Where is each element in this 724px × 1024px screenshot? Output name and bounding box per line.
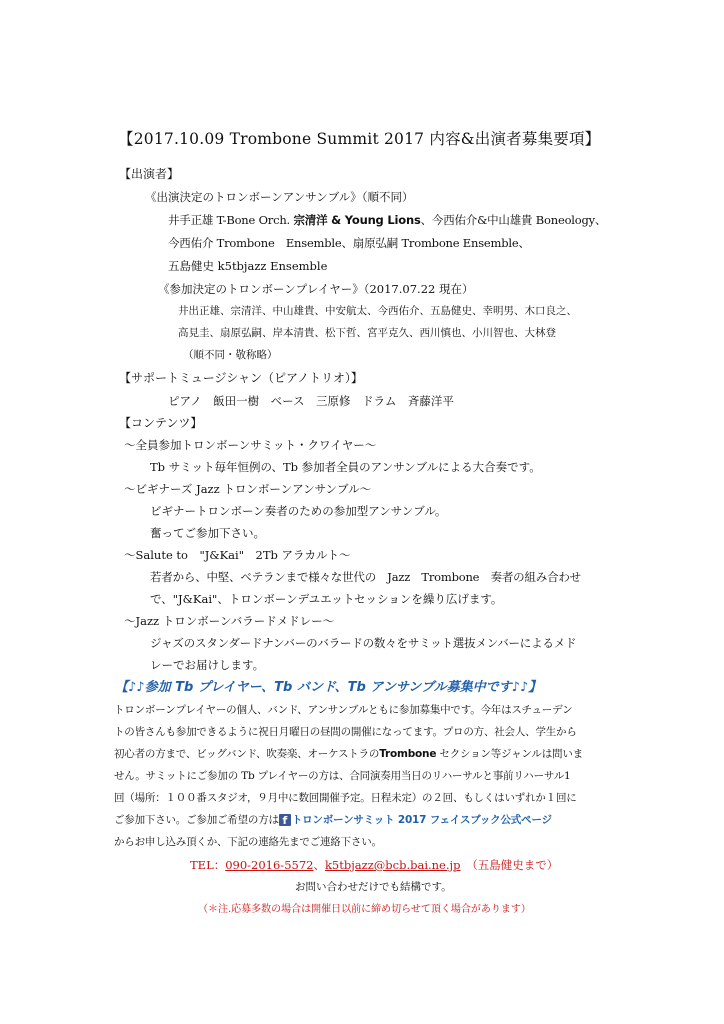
tel-label: TEL： xyxy=(190,858,226,872)
support-members: ピアノ 飯田一樹 ベース 三原修 ドラム 斉藤洋平 xyxy=(168,394,454,408)
content-item-4-desc-2: レーでお届けします。 xyxy=(150,658,265,672)
contact-separator: 、 xyxy=(313,858,325,872)
inquiry-note: お問い合わせだけでも結構です。 xyxy=(295,881,452,893)
recruit-p6-text: ご参加下さい。ご参加ご希望の方は xyxy=(114,814,279,826)
recruit-p3-text-a: 初心者の方まで、ビッグバンド、吹奏楽、オーケストラの xyxy=(114,748,380,760)
contact-line xyxy=(190,858,558,873)
ensemble-ide: 井手正雄 T-Bone Orch. xyxy=(168,213,290,227)
content-item-4-desc-1: ジャズのスタンダードナンバーのバラードの数々をサミット選抜メンバーによるメド xyxy=(150,636,577,650)
players-line-2: 高見圭、扇原弘嗣、岸本清貴、松下哲、宮平克久、西川慎也、小川智也、大林登 xyxy=(178,327,556,339)
content-item-2-title: ～ビギナーズ Jazz トロンボーンアンサンブル～ xyxy=(124,482,372,496)
ensembles-line-2: 今西佑介 Trombone Ensemble、扇原弘嗣 Trombone Ensemble、 xyxy=(168,236,530,250)
page-title: 【2017.10.09 Trombone Summit 2017 内容&出演者募集要項】 xyxy=(118,130,601,148)
ensembles-heading: 《出演決定のトロンボーンアンサンブル》（順不同） xyxy=(145,190,414,204)
content-item-2-desc-2: 奮ってご参加下さい。 xyxy=(150,526,265,540)
players-line-3: （順不同・敬称略） xyxy=(183,349,278,361)
players-line-1: 井出正雄、宗清洋、中山雄貴、中安航太、今西佑介、五島健史、幸明男、木口良之、 xyxy=(178,305,577,317)
recruit-banner: 【♪♪参加 Tb プレイヤー、Tb バンド、Tb アンサンブル募集中です♪♪】 xyxy=(115,680,542,695)
recruit-paragraph-line-4: せん。サミットにご参加の Tb プレイヤーの方は、合同演奏用当日のリハーサルと事前リハーサル1 xyxy=(114,770,571,782)
email-link[interactable]: k5tbjazz@bcb.bai.ne.jp xyxy=(324,858,461,872)
content-item-2-desc-1: ビギナートロンボーン奏者のための参加型アンサンブル。 xyxy=(150,504,447,518)
ensembles-line-3: 五島健史 k5tbjazz Ensemble xyxy=(168,259,328,273)
recruit-paragraph-line-6 xyxy=(114,813,552,828)
content-item-3-desc-1: 若者から、中堅、ベテランまで様々な世代の Jazz Trombone 奏者の組み合わせ xyxy=(150,570,581,584)
players-heading: 《参加決定のトロンボーンプレイヤー》（2017.07.22 現在） xyxy=(158,282,474,296)
tel-number[interactable]: 090-2016-5572 xyxy=(225,858,314,872)
ensembles-line-1 xyxy=(168,213,606,228)
content-item-3-desc-2: で、"J&Kai"、トロンボーンデユエットセッションを繰り広げます。 xyxy=(150,592,503,606)
recruit-p3-trombone: Trombone xyxy=(379,748,437,760)
recruit-paragraph-line-3 xyxy=(114,747,583,762)
content-item-1-desc: Tb サミット毎年恒例の、Tb 参加者全員のアンサンブルによる大合奏です。 xyxy=(150,460,541,474)
ensemble-boneology: 、今西佑介&中山雄貴 Boneology、 xyxy=(420,213,607,227)
recruit-paragraph-line-7: からお申し込み頂くか、下記の連絡先までご連絡下さい。 xyxy=(114,836,382,848)
contact-name: （五島健史まで） xyxy=(471,858,559,872)
facebook-page-link[interactable]: トロンボーンサミット 2017 フェイスブック公式ページ xyxy=(291,814,552,826)
performers-heading: 【出演者】 xyxy=(119,167,180,181)
content-item-4-title: ～Jazz トロンボーンバラードメドレー～ xyxy=(124,614,335,628)
ensemble-munekiyo: 宗清洋 & Young Lions xyxy=(293,213,421,227)
content-item-1-title: ～全員参加トロンボーンサミット・クワイヤー～ xyxy=(124,438,377,452)
support-heading: 【サポートミュージシャン（ピアノトリオ）】 xyxy=(119,371,363,385)
recruit-p3-text-c: セクション等ジャンルは問いま xyxy=(436,748,583,760)
content-item-3-title: ～Salute to "J&Kai" 2Tb アラカルト～ xyxy=(124,548,351,562)
contents-heading: 【コンテンツ】 xyxy=(119,416,203,430)
recruit-paragraph-line-2: トの皆さんも参加できるように祝日月曜日の昼間の開催になってます。プロの方、社会人、学生から xyxy=(114,726,577,738)
recruit-paragraph-line-1: トロンボーンプレイヤーの個人、バンド、アンサンブルともに参加募集中です。今年はスチューデン xyxy=(114,704,573,716)
recruit-paragraph-line-5: 回（場所：１００番スタジオ，９月中に数回開催予定。日程未定）の２回、もしくはいずれか１回に xyxy=(114,792,577,804)
facebook-icon[interactable]: f xyxy=(279,814,291,826)
deadline-warning: （＊注.応募多数の場合は開催日以前に締め切らせて頂く場合があります） xyxy=(198,904,531,915)
